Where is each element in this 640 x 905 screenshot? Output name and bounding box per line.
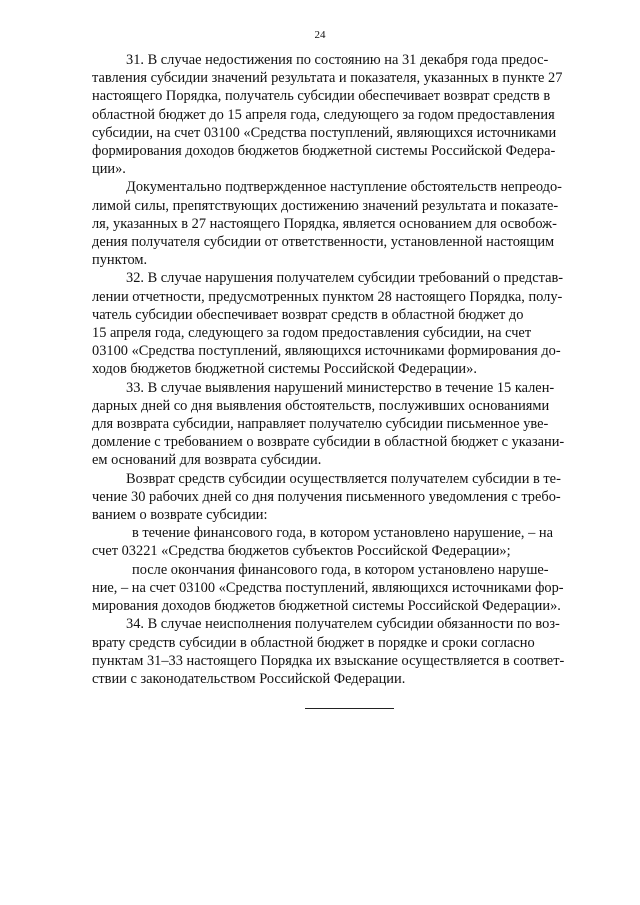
end-of-document-rule xyxy=(305,708,394,709)
paragraph-32: 32. В случае нарушения получателем субсидии требований о представ- лении отчетности, предусмотренных пунктом 28 настоящего Порядка, полу- чатель субсидии обеспечивает возврат средств в областной бюджет до 15 апреля года, следующего за годом предоставления субсидии, на счет 03100 «Средства поступлений, являющихся источниками формирования до- ходов бюджетов бюджетной системы Российской Федерации». xyxy=(92,270,564,378)
paragraph-force-majeure: Документально подтвержденное наступление обстоятельств непреодо- лимой силы, препятствующих достижению значений результата и показате- ля, указанных в 27 настоящего Порядка, является основанием для освобож- дения получателя субсидии от ответственности, установленной настоящим пунктом. xyxy=(92,179,562,269)
paragraph-31: 31. В случае недостижения по состоянию на 31 декабря года предос- тавления субсидии значений результата и показателя, указанных в пункте 27 настоящего Порядка, получатель субсидии обеспечивает возврат средств в областной бюджет до 15 апреля года, следующего за годом предоставления субсидии, на счет 03100 «Средства поступлений, являющихся источниками формирования доходов бюджетов бюджетной системы Российской Федера- ции». xyxy=(92,52,563,178)
paragraph-during-year: в течение финансового года, в котором установлено нарушение, – на счет 03221 «Средства бюджетов субъектов Российской Федерации»; xyxy=(92,525,553,560)
paragraph-after-year: после окончания финансового года, в котором установлено наруше- ние, – на счет 03100 «Средства поступлений, являющихся источниками фор- мирования доходов бюджетов бюджетной системы Российской Федерации». xyxy=(92,561,564,615)
paragraph-33: 33. В случае выявления нарушений министерство в течение 15 кален- дарных дней со дня выявления обстоятельств, послуживших основаниями для возврата субсидии, направляет получателю субсидии письменное уве- домление с требованием о возврате субсидии в областной бюджет с указани- ем оснований для возврата субсидии. xyxy=(92,379,565,469)
page-number: 24 xyxy=(314,29,326,41)
paragraph-refund-term: Возврат средств субсидии осуществляется получателем субсидии в те- чение 30 рабочих дней со дня получения письменного уведомления с требо- ванием о возврате субсидии: xyxy=(92,470,561,524)
document-body xyxy=(92,51,600,688)
paragraph-34: 34. В случае неисполнения получателем субсидии обязанности по воз- врату средств субсидии в областной бюджет в порядке и сроки согласно пунктам 31–33 настоящего Порядка их взыскание осуществляется в соответ- ствии с законодательством Российской Федерации. xyxy=(92,616,565,687)
